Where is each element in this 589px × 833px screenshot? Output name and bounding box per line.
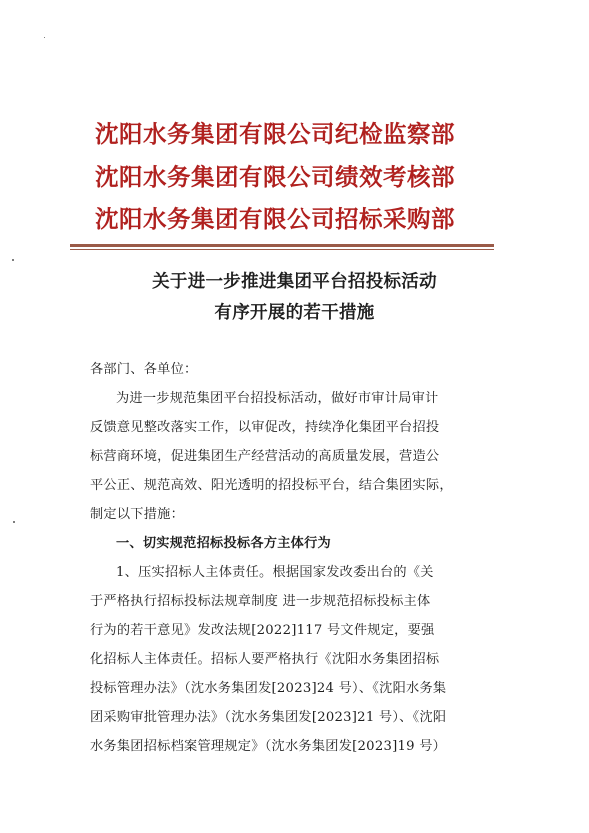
scan-speck [12,259,14,261]
item1-line: 投标管理办法》（沈水务集团发[2023]24 号）、《沈阳水务集 [90,681,447,696]
intro-line: 制定以下措施： [90,507,185,522]
intro-line: 平公正、规范高效、阳光透明的招投标平台，结合集团实际， [90,478,453,493]
header-rule-thin [70,249,494,250]
item1-line: 行为的若干意见》发改法规[2022]117 号文件规定，要强 [90,623,435,638]
intro-line: 标营商环境，促进集团生产经营活动的高质量发展，营造公 [90,449,440,464]
item1-line: 水务集团招标档案管理规定》（沈水务集团发[2023]19 号） [90,739,447,754]
intro-line: 反馈意见整改落实工作，以审促改，持续净化集团平台招投 [90,420,440,435]
header-rule-thick [70,244,494,247]
item1-line: 团采购审批管理办法》（沈水务集团发[2023]21 号）、《沈阳 [90,710,447,725]
item1-line: 化招标人主体责任。招标人要严格执行《沈阳水务集团招标 [90,652,440,667]
issuer-name-3: 沈阳水务集团有限公司招标采购部 [95,205,455,233]
scan-speck [44,37,45,38]
intro-line: 为进一步规范集团平台招投标活动，做好市审计局审计 [116,391,439,406]
issuer-name-1: 沈阳水务集团有限公司纪检监察部 [95,120,455,148]
scan-speck [13,521,15,523]
salutation: 各部门、各单位： [90,362,198,377]
issuer-name-2: 沈阳水务集团有限公司绩效考核部 [95,163,455,191]
item1-line: 1、压实招标人主体责任。根据国家发改委出台的《关 [116,565,434,580]
doc-title-line-2: 有序开展的若干措施 [214,303,375,323]
section-heading-1: 一、切实规范招标投标各方主体行为 [116,536,331,551]
item1-line: 于严格执行招标投标法规章制度 进一步规范招标投标主体 [90,594,431,609]
doc-title-line-1: 关于进一步推进集团平台招投标活动 [152,272,437,292]
